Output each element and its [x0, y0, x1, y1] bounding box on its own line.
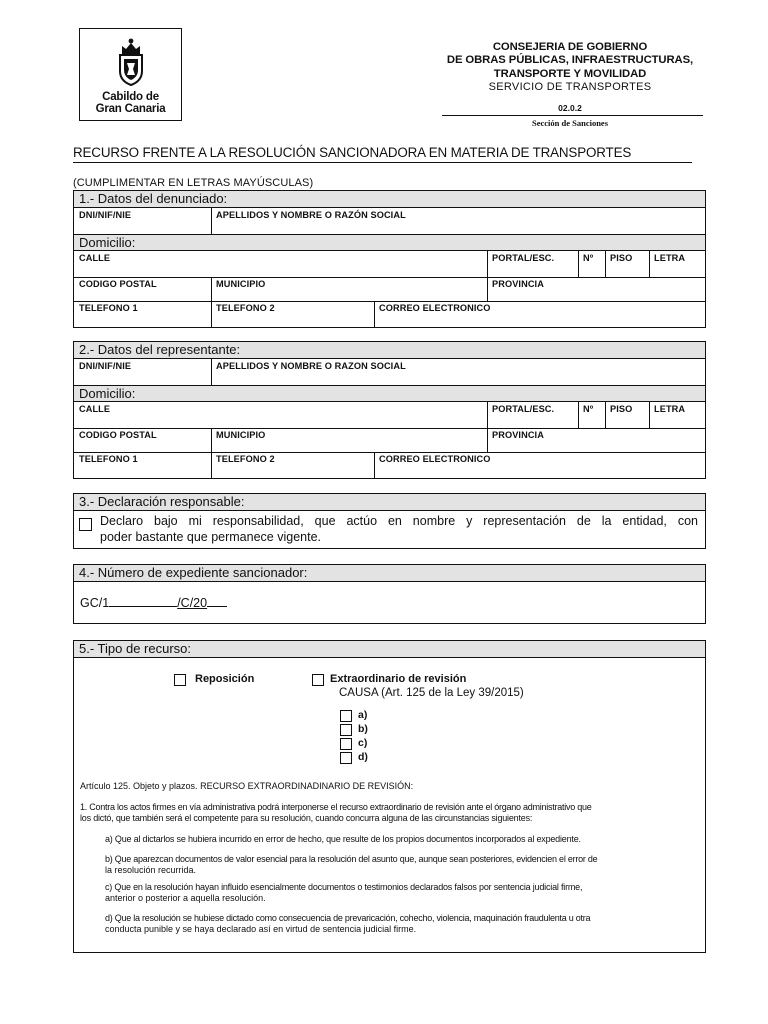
- article-item-d-line-2: conducta punible y se haya declarado así en virtud de sentencia judicial firme.: [105, 924, 417, 934]
- causa-d-label: d): [358, 751, 368, 763]
- header-line-1: CONSEJERIA DE GOBIERNO: [492, 41, 648, 53]
- rep-portal-field[interactable]: PORTAL/ESC.: [492, 404, 555, 414]
- causa-c-label: c): [358, 737, 368, 749]
- header-line-4: SERVICIO DE TRANSPORTES: [488, 81, 652, 93]
- article-item-d-line-1: d) Que la resolución se hubiese dictado como consecuencia de prevaricación, cohecho, violencia, maquinación fraudulenta u otra: [105, 913, 591, 923]
- article-item-b-line-2: la resolución recurrida.: [105, 865, 197, 875]
- reposicion-checkbox[interactable]: [174, 674, 186, 686]
- rep-calle-field[interactable]: CALLE: [79, 404, 111, 414]
- coat-of-arms-icon: [113, 37, 149, 87]
- expediente-blank-1[interactable]: [109, 595, 177, 607]
- section-tipo-recurso: [73, 640, 706, 953]
- domicilio-1-heading: Domicilio:: [74, 234, 705, 251]
- section-5-heading: 5.- Tipo de recurso:: [74, 641, 705, 658]
- correo-field[interactable]: CORREO ELECTRONICO: [379, 303, 491, 313]
- causa-b-label: b): [358, 723, 368, 735]
- expediente-blank-2[interactable]: [207, 595, 227, 607]
- extraordinario-label: Extraordinario de revisión: [330, 673, 467, 685]
- header-section: Sección de Sanciones: [531, 118, 609, 128]
- section-declaracion: [73, 493, 706, 549]
- rep-provincia-field[interactable]: PROVINCIA: [492, 430, 544, 440]
- numero-field[interactable]: Nº: [583, 253, 594, 263]
- section-4-heading: 4.- Número de expediente sancionador:: [74, 565, 705, 582]
- header-divider: [442, 115, 703, 116]
- provincia-field[interactable]: PROVINCIA: [492, 279, 544, 289]
- causa-a-label: a): [358, 709, 368, 721]
- expediente-field[interactable]: [80, 595, 227, 610]
- extraordinario-checkbox[interactable]: [312, 674, 324, 686]
- causa-b-checkbox[interactable]: [340, 724, 352, 736]
- rep-name-field[interactable]: APELLIDOS Y NOMBRE O RAZON SOCIAL: [216, 361, 406, 371]
- expediente-prefix: GC/1: [80, 596, 110, 610]
- section-3-heading: 3.- Declaración responsable:: [74, 494, 705, 511]
- header-code: 02.0.2: [558, 103, 582, 113]
- rep-codigo-postal-field[interactable]: CODIGO POSTAL: [79, 430, 157, 440]
- rep-letra-field[interactable]: LETRA: [654, 404, 686, 414]
- logo-line-1: Cabildo de: [102, 91, 159, 103]
- domicilio-2-heading: Domicilio:: [74, 385, 705, 402]
- header-line-3: TRANSPORTE Y MOVILIDAD: [493, 68, 647, 80]
- article-item-c-line-2: anterior o posterior a aquella resolución.: [105, 893, 266, 903]
- causa-d-checkbox[interactable]: [340, 752, 352, 764]
- title-underline: [73, 162, 692, 163]
- letra-field[interactable]: LETRA: [654, 253, 686, 263]
- declaracion-checkbox[interactable]: [79, 518, 92, 531]
- calle-field[interactable]: CALLE: [79, 253, 111, 263]
- section-expediente: [73, 564, 706, 624]
- rep-piso-field[interactable]: PISO: [610, 404, 633, 414]
- page-title: RECURSO FRENTE A LA RESOLUCIÓN SANCIONADORA EN MATERIA DE TRANSPORTES: [73, 145, 632, 160]
- portal-field[interactable]: PORTAL/ESC.: [492, 253, 555, 263]
- declaracion-text-line-2: poder bastante que permanece vigente.: [100, 530, 321, 544]
- article-item-b-line-1: b) Que aparezcan documentos de valor esencial para la resolución del asunto que, aunque sean posteriores, evidencien el error de: [105, 854, 598, 864]
- section-denunciado: [73, 190, 706, 328]
- telefono-2-field[interactable]: TELEFONO 2: [216, 303, 275, 313]
- codigo-postal-field[interactable]: CODIGO POSTAL: [79, 279, 157, 289]
- section-1-heading: 1.- Datos del denunciado:: [74, 191, 705, 208]
- rep-municipio-field[interactable]: MUNICIPIO: [216, 430, 266, 440]
- cabildo-logo: [79, 28, 182, 121]
- piso-field[interactable]: PISO: [610, 253, 633, 263]
- rep-numero-field[interactable]: Nº: [583, 404, 594, 414]
- municipio-field[interactable]: MUNICIPIO: [216, 279, 266, 289]
- expediente-middle: /C/20: [177, 596, 208, 610]
- rep-telefono-2-field[interactable]: TELEFONO 2: [216, 454, 275, 464]
- name-field[interactable]: APELLIDOS Y NOMBRE O RAZÓN SOCIAL: [216, 210, 406, 220]
- article-item-a: a) Que al dictarlos se hubiera incurrido en error de hecho, que resulte de los propios documentos incorporados al expediente.: [105, 834, 581, 844]
- header-line-2: DE OBRAS PÚBLICAS, INFRAESTRUCTURAS,: [446, 54, 694, 66]
- causa-label: CAUSA (Art. 125 de la Ley 39/2015): [339, 687, 524, 699]
- causa-c-checkbox[interactable]: [340, 738, 352, 750]
- causa-a-checkbox[interactable]: [340, 710, 352, 722]
- section-2-heading: 2.- Datos del representante:: [74, 342, 705, 359]
- uppercase-note: (CUMPLIMENTAR EN LETRAS MAYÚSCULAS): [73, 177, 314, 189]
- dni-field[interactable]: DNI/NIF/NIE: [79, 210, 132, 220]
- section-representante: [73, 341, 706, 479]
- article-title: Artículo 125. Objeto y plazos. RECURSO EXTRAORDINADINARIO DE REVISIÓN:: [80, 781, 414, 791]
- rep-dni-field[interactable]: DNI/NIF/NIE: [79, 361, 132, 371]
- logo-line-2: Gran Canaria: [95, 103, 166, 115]
- article-para-1-line-1: 1. Contra los actos firmes en vía administrativa podrá interponerse el recurso extraordinario de revisión ante el órgano administrativo que: [80, 802, 592, 812]
- rep-telefono-1-field[interactable]: TELEFONO 1: [79, 454, 138, 464]
- article-item-c-line-1: c) Que en la resolución hayan influido esencialmente documentos o testimonios declarados falsos por sentencia judicial firme,: [105, 882, 583, 892]
- rep-correo-field[interactable]: CORREO ELECTRONICO: [379, 454, 491, 464]
- reposicion-label: Reposición: [195, 673, 255, 685]
- article-para-1-line-2: los dictó, que también será el competente para su resolución, cuando concurra alguna de las circunstancias siguientes:: [80, 813, 533, 823]
- telefono-1-field[interactable]: TELEFONO 1: [79, 303, 138, 313]
- declaracion-text-line-1: Declaro bajo mi responsabilidad, que actúo en nombre y representación de la entidad, con: [100, 514, 698, 528]
